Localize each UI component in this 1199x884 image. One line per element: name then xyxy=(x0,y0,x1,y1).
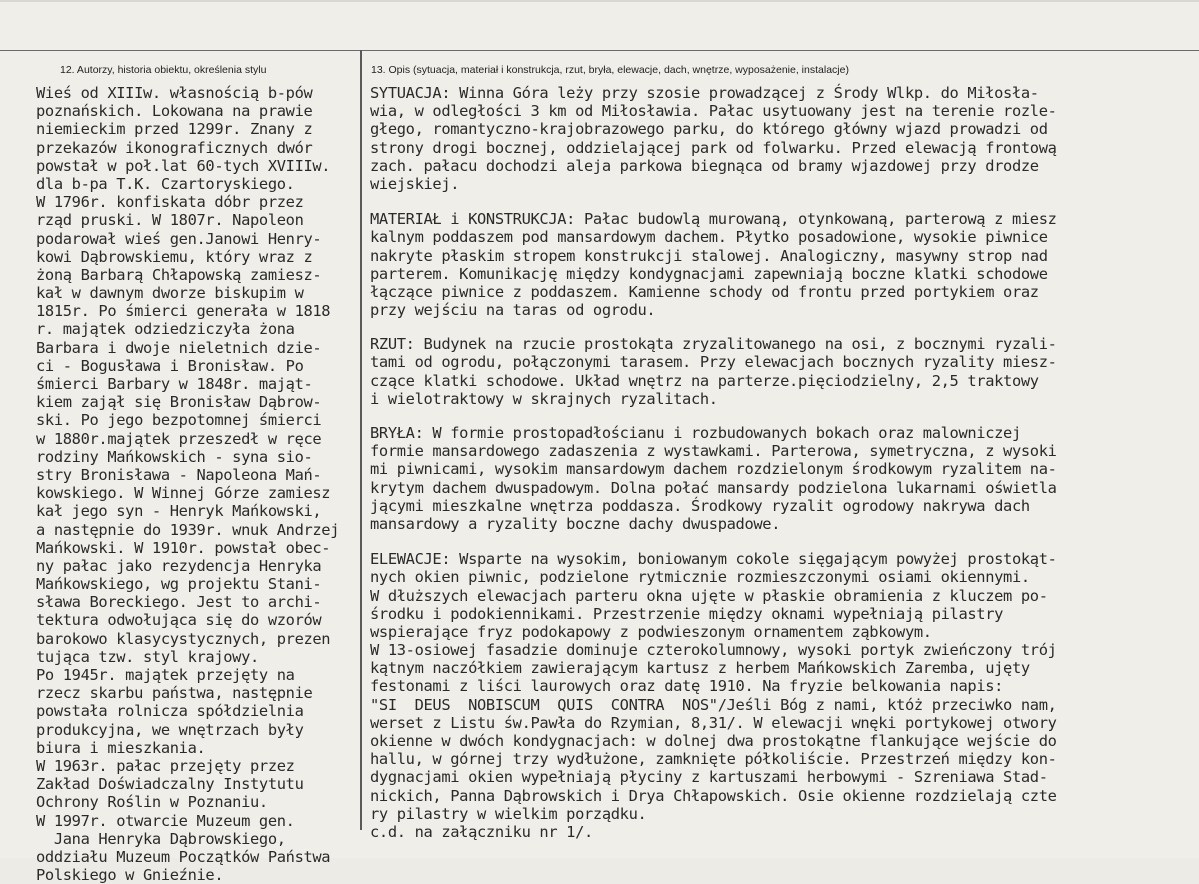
history-line: tująca tzw. styl krajowy. xyxy=(36,647,259,666)
description-line: okienne w dwóch kondygnacjach: w dolnej dwa prostokątne flankujące wejście do xyxy=(370,732,1057,750)
history-line: W 1963r. pałac przejęty przez xyxy=(36,756,295,775)
history-line: Jana Henryka Dąbrowskiego, xyxy=(36,829,286,848)
history-line: W 1796r. konfiskata dóbr przez xyxy=(36,193,304,212)
history-line: ski. Po jego bezpotomnej śmierci xyxy=(36,411,322,430)
description-line: werset z Listu św.Pawła do Rzymian, 8,31/. W elewacji wnęki portykowej otwory xyxy=(370,713,1057,732)
history-line: kowi Dąbrowskiemu, który wraz z xyxy=(36,247,313,266)
section-elewacje xyxy=(370,550,1178,841)
description-line: parterem. Komunikację między kondygnacjami zapewniają boczne klatki schodowe xyxy=(370,264,1048,283)
description-line: strony drogi bocznej, oddzielającej park od folwarku. Przed elewacją frontową xyxy=(370,138,1057,157)
description-line: RZUT: Budynek na rzucie prostokąta zryzalitowanego na osi, z bocznymi ryzali- xyxy=(370,335,1057,354)
history-line: produkcyjna, we wnętrzach były xyxy=(36,720,304,739)
description-line: nakryte płaskim stropem konstrukcji stalowej. Analogiczny, masywny strop nad xyxy=(370,246,1048,265)
section-rzut xyxy=(370,335,1178,408)
history-line: tektura odwołująca się do wzorów xyxy=(36,611,322,630)
history-line: a następnie do 1939r. wnuk Andrzej xyxy=(36,520,340,539)
left-column-heading: 12. Autorzy, historia obiektu, określenia stylu xyxy=(60,64,267,76)
history-line: rodziny Mańkowskich - syna sio- xyxy=(36,447,313,466)
history-text xyxy=(36,84,366,884)
description-line: ry pilastry w wielkim porządku. xyxy=(370,804,647,823)
history-line: dla b-pa T.K. Czartoryskiego. xyxy=(36,174,295,193)
description-line: c.d. na załączniku nr 1/. xyxy=(370,822,593,841)
history-line: powstał w poł.lat 60-tych XVIIIw. xyxy=(36,156,331,175)
history-line: Wieś od XIIIw. własnością b-pów xyxy=(36,84,313,102)
description-line: MATERIAŁ i KONSTRUKCJA: Pałac budowlą murowaną, otynkowaną, parterową z miesz xyxy=(370,210,1057,229)
section-material xyxy=(370,210,1178,319)
description-line: jącymi mieszkalne wnętrza poddasza. Środkowy ryzalit ogrodowy nakrywa dach xyxy=(370,496,1030,515)
history-line: podarował wieś gen.Janowi Henry- xyxy=(36,229,322,248)
description-line: wiejskiej. xyxy=(370,174,460,193)
history-line: Po 1945r. majątek przejęty na xyxy=(36,666,295,684)
history-line: niemieckim przed 1299r. Znany z xyxy=(36,120,313,139)
history-line: kowskiego. W Winnej Górze zamiesz xyxy=(36,484,331,503)
history-line: barokowo klasycystycznych, prezen xyxy=(36,629,331,648)
history-line: ci - Bogusława i Bronisław. Po xyxy=(36,356,304,375)
description-line: mansardowy a ryzality boczne dachy dwuspadowe. xyxy=(370,514,781,533)
description-line: dygnacjami okien wypełniają płyciny z kartuszami herbowymi - Szreniawa Stad- xyxy=(370,768,1048,787)
header-rule xyxy=(0,50,1199,51)
description-line: SYTUACJA: Winna Góra leży przy szosie prowadzącej z Środy Wlkp. do Miłosła- xyxy=(370,84,1039,102)
description-line: "SI DEUS NOBISCUM QUIS CONTRA NOS"/Jeśli Bóg z nami, któż przeciwko nam, xyxy=(370,695,1057,714)
description-line: formie mansardowego zadaszenia z wystawkami. Parterowa, symetryczna, z wysoki xyxy=(370,442,1057,461)
description-line: krytym dachem dwuspadowym. Dolna połać mansardy podzielona lukarnami oświetla xyxy=(370,478,1057,497)
history-line: sława Boreckiego. Jest to archi- xyxy=(36,593,322,612)
description-line: nych okien piwnic, podzielone rytmicznie rozmieszczonymi osiami okiennymi. xyxy=(370,568,1030,587)
history-line: Mańkowskiego, wg projektu Stani- xyxy=(36,575,322,594)
description-line: kalnym poddaszem pod mansardowym dachem. Płytko posadowione, wysokie piwnice xyxy=(370,228,1048,247)
description-line: i wielotraktowy w skrajnych ryzalitach. xyxy=(370,389,718,408)
section-bryla xyxy=(370,424,1178,533)
description-line: przy wejściu na taras od ogrodu. xyxy=(370,301,656,320)
section-sytuacja xyxy=(370,84,1178,193)
history-line: biura i mieszkania. xyxy=(36,738,206,757)
history-line: 1815r. Po śmierci generała w 1818 xyxy=(36,302,331,321)
history-line: poznańskich. Lokowana na prawie xyxy=(36,102,313,121)
description-line: mi piwnicami, wysokim mansardowym dachem rozdzielonym środkowym ryzalitem na- xyxy=(370,460,1057,479)
description-line: BRYŁA: W formie prostopadłościanu i rozbudowanych bokach oraz malowniczej xyxy=(370,424,1021,442)
history-line: śmierci Barbary w 1848r. mająt- xyxy=(36,375,313,393)
history-line: r. majątek odziedziczyła żona xyxy=(36,320,295,339)
history-line: kiem zajął się Bronisław Dąbrow- xyxy=(36,393,322,412)
description-line: hallu, w górnej trzy wydłużone, zamknięte półkoliście. Przestrzeń między kon- xyxy=(370,750,1057,769)
history-line: oddziału Muzeum Początków Państwa xyxy=(36,847,331,866)
description-line: tami od ogrodu, połączonymi tarasem. Przy elewacjach bocznych ryzality miesz- xyxy=(370,353,1057,372)
history-line: stry Bronisława - Napoleona Mań- xyxy=(36,465,322,484)
history-line: Polskiego w Gnieźnie. xyxy=(36,866,224,884)
history-line: żoną Barbarą Chłapowską zamiesz- xyxy=(36,265,322,284)
history-line: rzecz skarbu państwa, następnie xyxy=(36,684,313,703)
history-line: Mańkowski. W 1910r. powstał obec- xyxy=(36,538,331,557)
history-line: przekazów ikonograficznych dwór xyxy=(36,138,313,157)
description-line: kątnym naczółkiem zawierającym kartusz z herbem Mańkowskich Zaremba, ujęty xyxy=(370,659,1030,678)
history-line: powstała rolnicza spółdzielnia xyxy=(36,702,304,721)
history-line: kał w dawnym dworze biskupim w xyxy=(36,284,304,303)
description-line: głego, romantyczno-krajobrazowego parku, do którego główny wjazd prowadzi od xyxy=(370,120,1048,139)
description-line: wia, w odległości 3 km od Miłosławia. Pałac usytuowany jest na terenie rozle- xyxy=(370,102,1057,121)
description-line: W 13-osiowej fasadzie dominuje czterokolumnowy, wysoki portyk zwieńczony trój xyxy=(370,641,1057,660)
history-line: kał jego syn - Henryk Mańkowski, xyxy=(36,502,322,521)
description-line: festonami z liści laurowych oraz datę 1910. Na fryzie belkowania napis: xyxy=(370,677,1004,696)
history-line: w 1880r.majątek przeszedł w ręce xyxy=(36,429,322,448)
history-line: rząd pruski. W 1807r. Napoleon xyxy=(36,211,304,230)
history-line: ny pałac jako rezydencja Henryka xyxy=(36,556,322,575)
description-line: ELEWACJE: Wsparte na wysokim, boniowanym cokole sięgającym powyżej prostokąt- xyxy=(370,550,1057,569)
history-line: Ochrony Roślin w Poznaniu. xyxy=(36,793,268,812)
right-column-heading: 13. Opis (sytuacja, materiał i konstrukcja, rzut, bryła, elewacje, dach, wnętrze, wyposażenie, instalacje) xyxy=(371,64,849,76)
history-line: W 1997r. otwarcie Muzeum gen. xyxy=(36,811,295,830)
description-line: środku i podokiennikami. Przestrzenie między oknami wypełniają pilastry xyxy=(370,604,1004,623)
description-line: wspierające fryz podokapowy z podwieszonym ornamentem ząbkowym. xyxy=(370,622,932,641)
description-text xyxy=(370,84,1178,859)
history-line: Zakład Doświadczalny Instytutu xyxy=(36,775,304,794)
history-line: Barbara i dwoje nieletnich dzie- xyxy=(36,338,322,357)
description-line: czące klatki schodowe. Układ wnętrz na parterze.pięciodzielny, 2,5 traktowy xyxy=(370,371,1039,390)
description-line: nickich, Panna Dąbrowskich i Drya Chłapowskich. Osie okienne rozdzielają czte xyxy=(370,786,1057,805)
description-line: łączące piwnice z poddaszem. Kamienne schody od frontu przed portykiem oraz xyxy=(370,282,1039,301)
description-line: zach. pałacu dochodzi aleja parkowa biegnąca od bramy wjazdowej przy drodze xyxy=(370,156,1039,175)
description-line: W dłuższych elewacjach parteru okna ujęte w płaskie obramienia z kluczem po- xyxy=(370,586,1048,605)
